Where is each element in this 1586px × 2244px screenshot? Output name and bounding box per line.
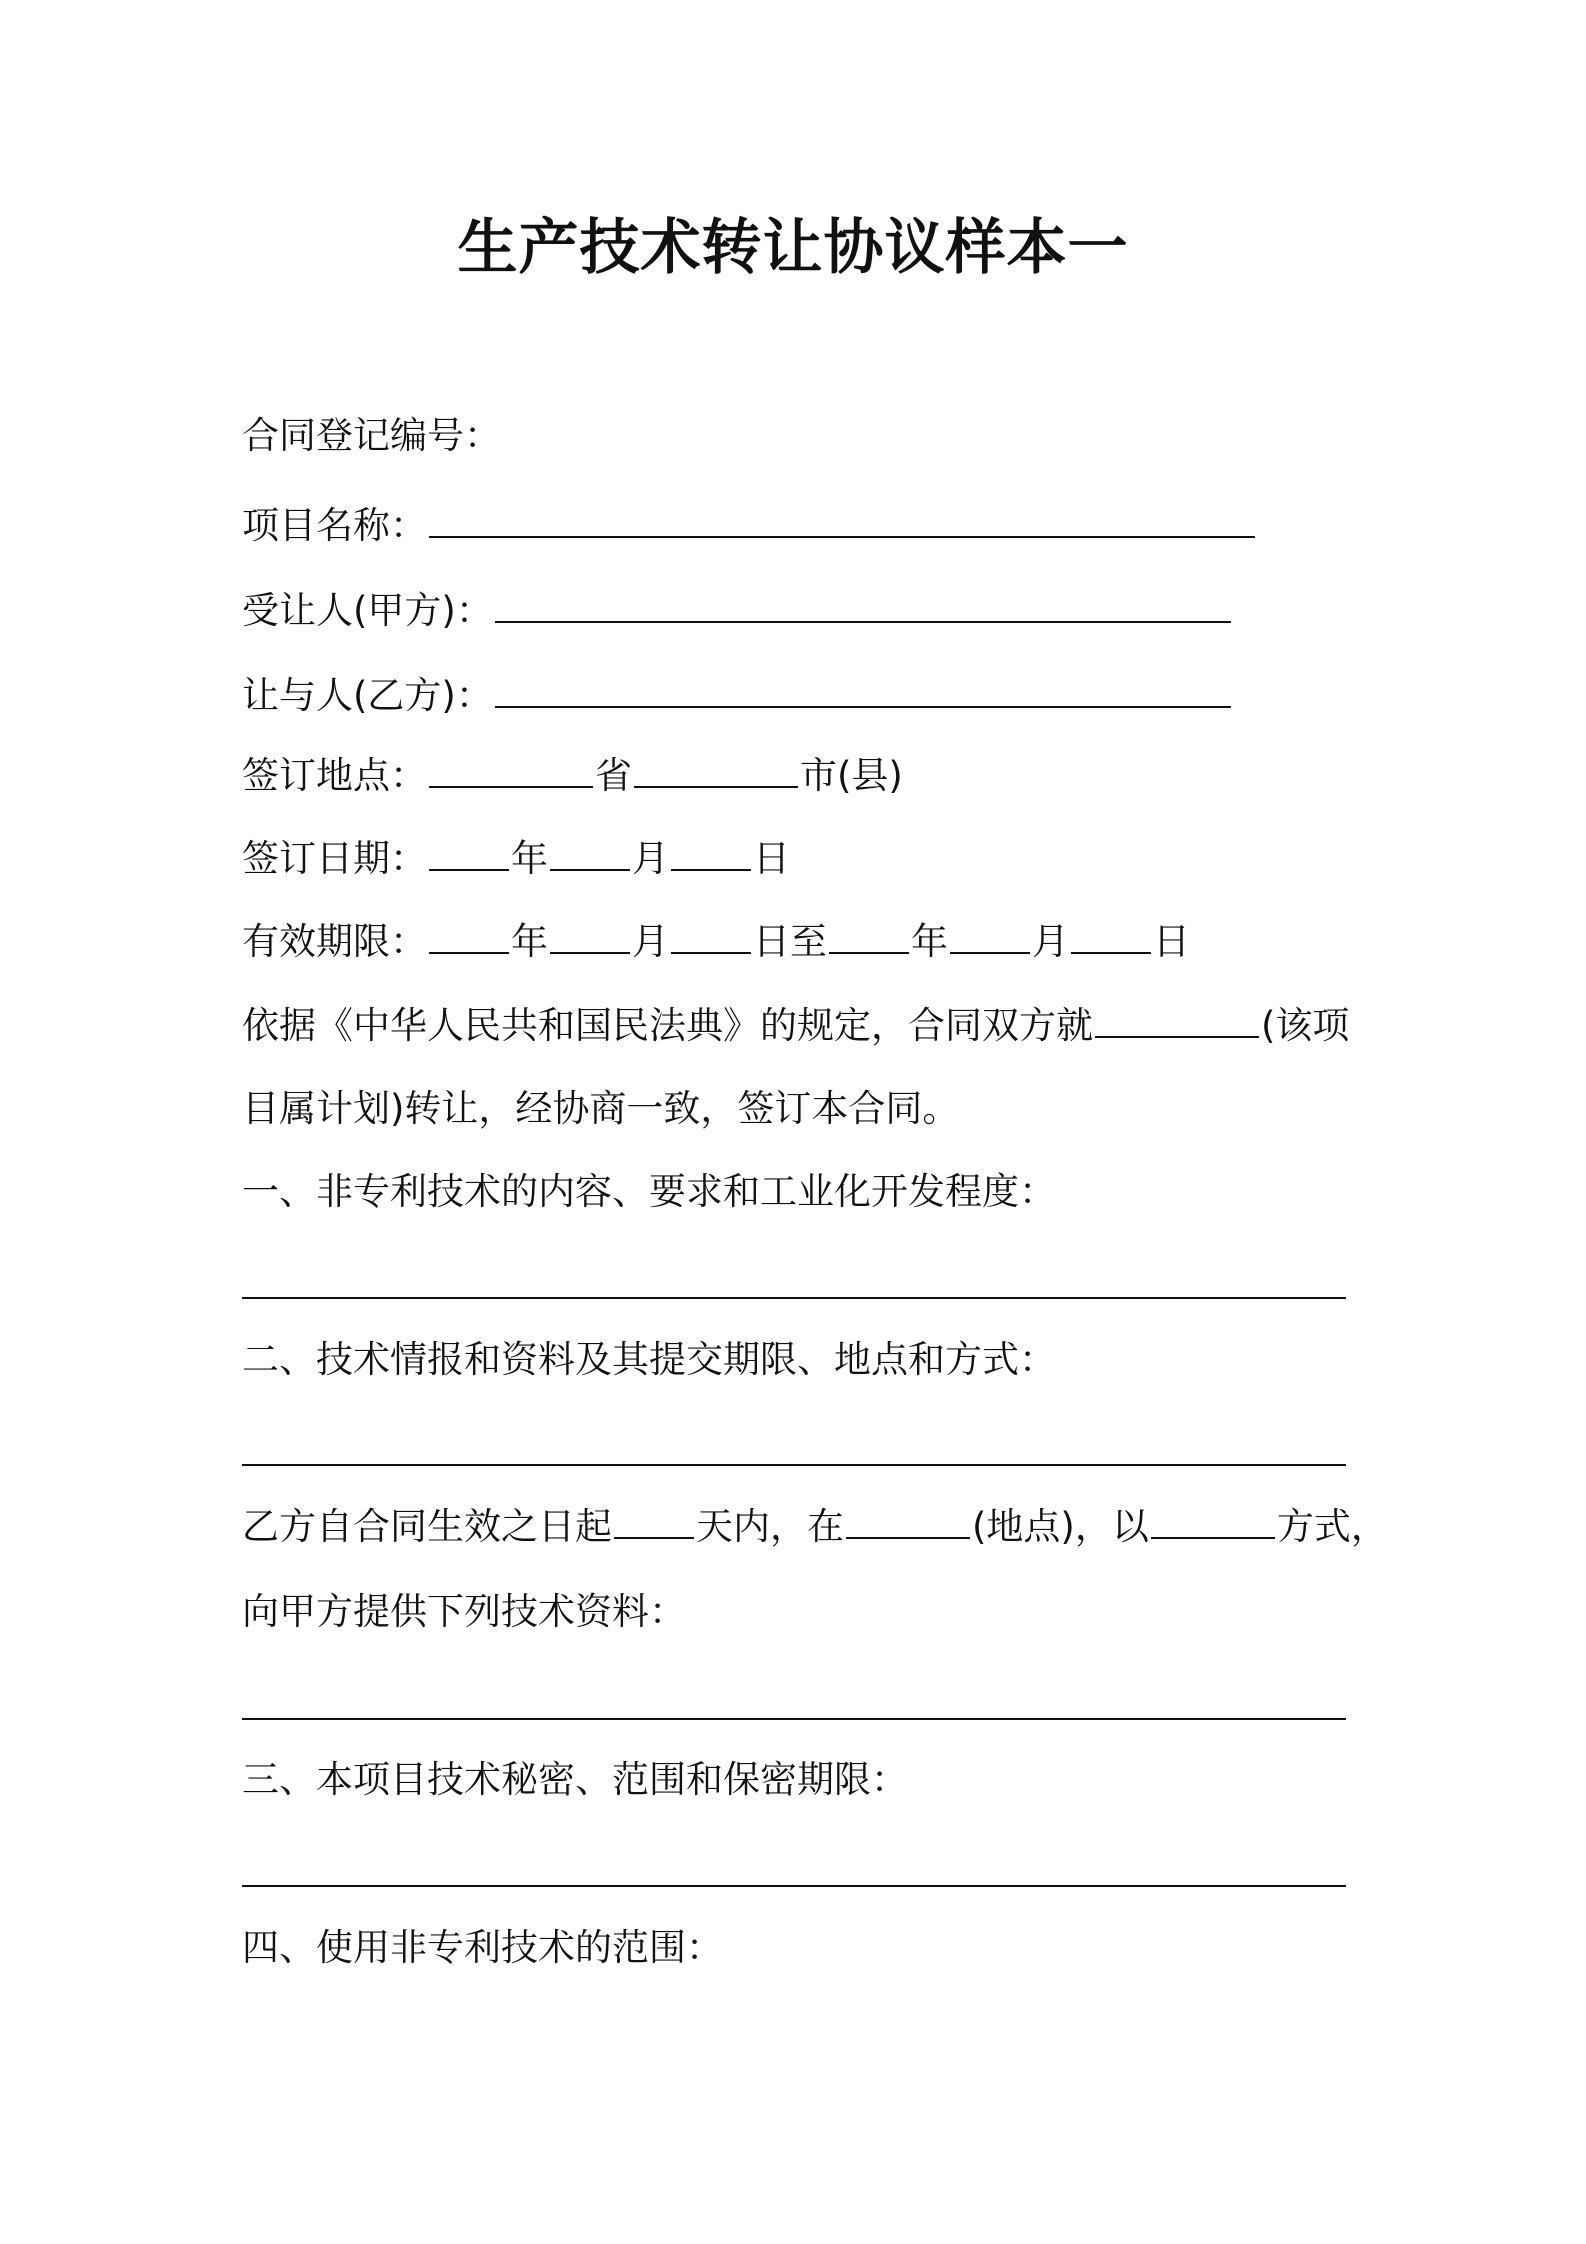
signing-place-line [242,752,903,800]
basis-text-line2: 目属计划)转让，经协商一致，签订本合同。 [242,1087,960,1130]
delivery-line-2 [242,1588,686,1636]
month-unit: 月 [632,837,669,880]
section-1-fill-line[interactable] [242,1297,1346,1299]
year-unit: 年 [911,920,948,963]
document-title: 生产技术转让协议样本一 [457,213,1129,283]
transferor-label: 让与人(乙方)： [242,674,493,717]
signing-date-line [242,835,790,883]
city-label: 市(县) [800,754,903,797]
validity-start-day-blank[interactable] [671,918,751,954]
day-unit: 日 [753,837,790,880]
validity-to: 至 [790,920,827,963]
project-plan-blank[interactable] [1095,1002,1259,1038]
section-1-heading [242,1168,1056,1216]
month-unit: 月 [632,920,669,963]
delivery-text-a: 乙方自合同生效之日起 [242,1505,612,1548]
province-label: 省 [595,754,632,797]
validity-label: 有效期限： [242,920,427,963]
delivery-method-blank[interactable] [1151,1503,1275,1539]
basis-text-a: 依据《中华人民共和国民法典》的规定，合同双方就 [242,1004,1093,1047]
day-unit: 日 [753,920,790,963]
delivery-text-d: 方式， [1276,1505,1388,1548]
section-1-text: 一、非专利技术的内容、要求和工业化开发程度： [242,1170,1056,1213]
delivery-place-blank[interactable] [846,1503,970,1539]
signing-day-blank[interactable] [671,835,751,871]
section-2-heading [242,1336,1056,1384]
delivery-text-c: (地点)，以 [972,1505,1149,1548]
section-3-fill-line[interactable] [242,1885,1346,1887]
transferee-label: 受让人(甲方)： [242,589,493,632]
basis-line-2 [242,1085,959,1133]
signing-month-blank[interactable] [550,835,630,871]
section-4-heading [242,1924,723,1972]
validity-end-day-blank[interactable] [1071,918,1151,954]
section-4-text: 四、使用非专利技术的范围： [242,1926,723,1969]
section-2-text: 二、技术情报和资料及其提交期限、地点和方式： [242,1338,1056,1381]
section-3-heading [242,1756,908,1804]
transferor-blank[interactable] [495,672,1231,708]
day-unit: 日 [1153,920,1190,963]
validity-end-year-blank[interactable] [829,918,909,954]
validity-line [242,918,1190,966]
transferee-blank[interactable] [495,587,1231,623]
registration-number-line [242,412,501,460]
delivery-text-line2: 向甲方提供下列技术资料： [242,1590,686,1633]
basis-line-1 [242,1002,1349,1050]
validity-start-year-blank[interactable] [429,918,509,954]
delivery-text-b: 天内，在 [696,1505,844,1548]
validity-start-month-blank[interactable] [550,918,630,954]
section-3-text: 三、本项目技术秘密、范围和保密期限： [242,1758,908,1801]
registration-number-label: 合同登记编号： [242,414,501,457]
signing-year-blank[interactable] [429,835,509,871]
year-unit: 年 [511,920,548,963]
project-name-blank[interactable] [429,502,1255,538]
transferor-line [242,672,1233,720]
delivery-days-blank[interactable] [614,1503,694,1539]
signing-date-label: 签订日期： [242,837,427,880]
project-name-label: 项目名称： [242,504,427,547]
month-unit: 月 [1032,920,1069,963]
signing-place-label: 签订地点： [242,754,427,797]
delivery-line-1 [242,1503,1388,1551]
delivery-fill-line[interactable] [242,1718,1346,1720]
year-unit: 年 [511,837,548,880]
signing-city-blank[interactable] [634,752,798,788]
basis-text-b: (该项 [1261,1004,1350,1047]
validity-end-month-blank[interactable] [950,918,1030,954]
signing-province-blank[interactable] [429,752,593,788]
project-name-line [242,502,1257,550]
section-2-fill-line[interactable] [242,1464,1346,1466]
transferee-line [242,587,1233,635]
